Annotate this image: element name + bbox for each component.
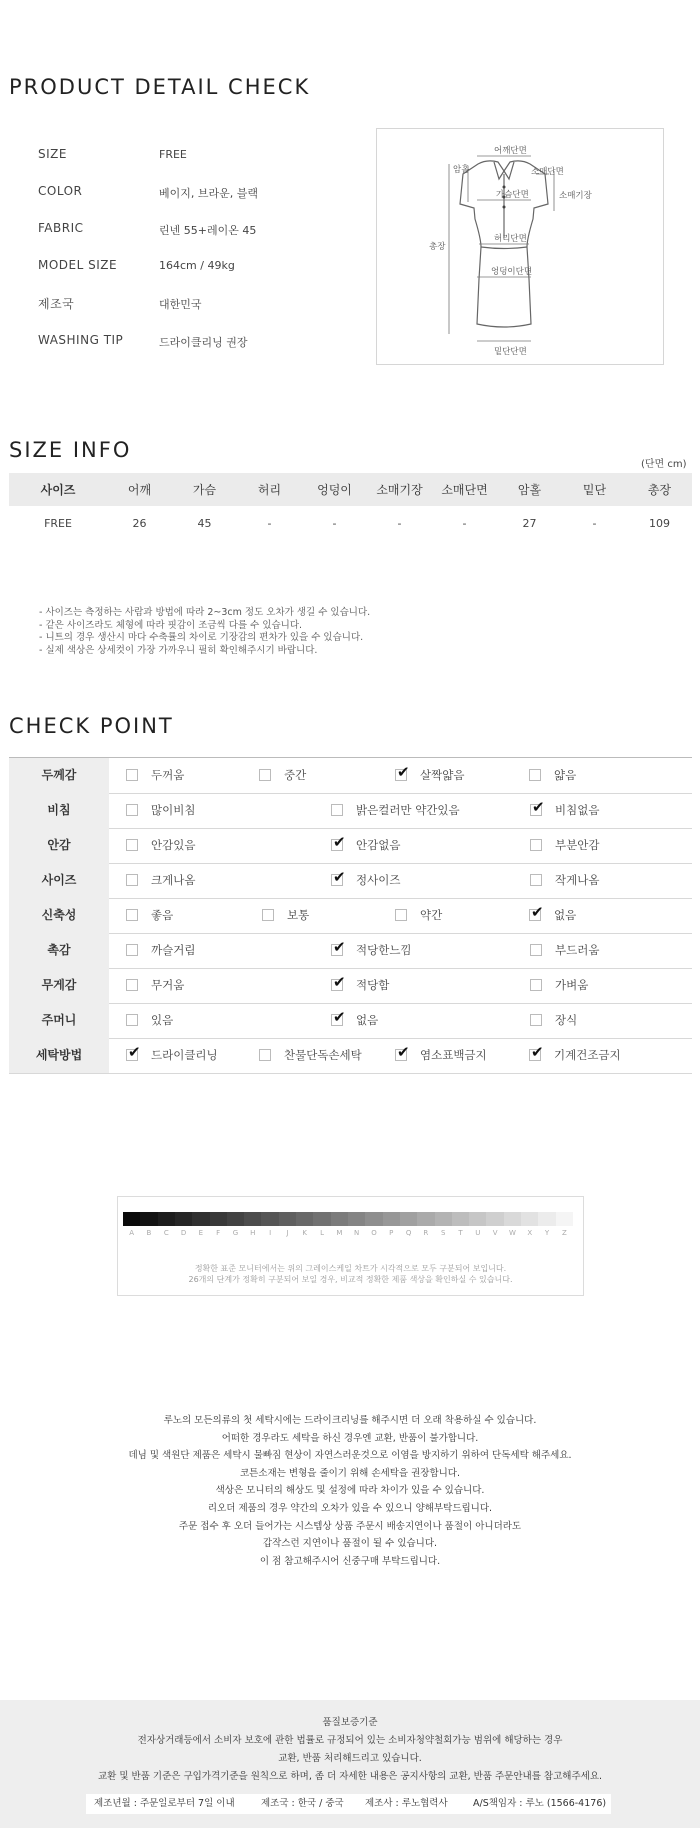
check-option-label: 안감있음 bbox=[151, 838, 196, 852]
grayscale-letter: I bbox=[269, 1229, 272, 1237]
grayscale-bar bbox=[123, 1212, 573, 1226]
check-row bbox=[9, 863, 692, 899]
footer-info-item: 제조국 : 한국 / 중국 bbox=[261, 1798, 344, 1809]
check-option-label: 무거움 bbox=[151, 978, 185, 992]
checkmark-icon: ✔ bbox=[128, 1043, 141, 1061]
spec-label: FABRIC bbox=[38, 221, 84, 235]
dress-illustration bbox=[377, 129, 663, 364]
label-sleeve-width: 소매단면 bbox=[531, 167, 564, 177]
check-option-label: 부분안감 bbox=[555, 838, 600, 852]
grayscale-letter: X bbox=[527, 1229, 533, 1237]
check-option-label: 살짝얇음 bbox=[420, 768, 465, 782]
checkbox[interactable] bbox=[126, 769, 138, 781]
note-line: - 실제 색상은 상세컷이 가장 가까우니 필히 확인해주시기 바랍니다. bbox=[39, 644, 318, 656]
footer-info-item: A/S책임자 : 루노 (1566-4176) bbox=[473, 1798, 607, 1809]
grayscale-step bbox=[417, 1212, 435, 1226]
check-option-label: 정사이즈 bbox=[356, 873, 401, 887]
label-armhole: 암홀 bbox=[453, 165, 470, 175]
grayscale-letter: U bbox=[475, 1229, 481, 1237]
checkbox[interactable] bbox=[126, 1014, 138, 1026]
col-header: 허리 bbox=[237, 473, 302, 506]
check-option-label: 적당함 bbox=[356, 978, 390, 992]
grayscale-letter: W bbox=[508, 1229, 516, 1237]
check-option-label: 찬물단독손세탁 bbox=[284, 1048, 362, 1062]
check-option-label: 크게나옴 bbox=[151, 873, 196, 887]
grayscale-step bbox=[538, 1212, 556, 1226]
spec-label: WASHING TIP bbox=[38, 333, 124, 347]
grayscale-step bbox=[435, 1212, 453, 1226]
grayscale-letter: J bbox=[286, 1229, 289, 1237]
checkbox[interactable] bbox=[530, 944, 542, 956]
size-notes bbox=[39, 607, 370, 657]
table-cell: - bbox=[397, 516, 402, 530]
check-option-label: 안감없음 bbox=[356, 838, 401, 852]
checkmark-icon: ✔ bbox=[397, 763, 410, 781]
check-option-label: 장식 bbox=[555, 1013, 578, 1027]
check-option-label: 중간 bbox=[284, 768, 307, 782]
checkbox[interactable] bbox=[395, 1043, 410, 1061]
footer-line: 교환 및 반품 기준은 구입가격기준을 원칙으로 하며, 좀 더 자세한 내용은 공지사항의 교환, 반품 주문안내를 참고해주세요. bbox=[97, 1771, 603, 1782]
size-info-title: SIZE INFO bbox=[9, 438, 132, 462]
checkbox[interactable] bbox=[530, 874, 542, 886]
grayscale-step bbox=[504, 1212, 522, 1226]
grayscale-letter: N bbox=[354, 1229, 360, 1237]
check-option-label: 작게나옴 bbox=[555, 873, 600, 887]
table-cell: 45 bbox=[197, 516, 212, 530]
checkbox[interactable] bbox=[126, 944, 138, 956]
table-cell: - bbox=[592, 516, 597, 530]
check-option-label: 부드러움 bbox=[555, 943, 600, 957]
note-line: - 니트의 경우 생산시 마다 수축률의 차이로 기장감의 편차가 있을 수 있습니다. bbox=[39, 632, 364, 643]
label-waist: 허리단면 bbox=[494, 234, 527, 244]
checkbox[interactable] bbox=[259, 1049, 271, 1061]
table-cell: 27 bbox=[522, 516, 537, 530]
grayscale-letter: H bbox=[250, 1229, 256, 1237]
check-row-label: 안감 bbox=[9, 828, 109, 863]
col-header: 어깨 bbox=[107, 473, 172, 506]
grayscale-step bbox=[192, 1212, 210, 1226]
grayscale-letter: L bbox=[320, 1229, 324, 1237]
check-option-label: 두꺼움 bbox=[151, 768, 185, 782]
check-option-label: 적당한느낌 bbox=[356, 943, 412, 957]
grayscale-step bbox=[279, 1212, 297, 1226]
check-row bbox=[9, 1003, 692, 1039]
checkbox[interactable] bbox=[530, 979, 542, 991]
grayscale-step bbox=[486, 1212, 504, 1226]
check-row bbox=[9, 758, 692, 794]
grayscale-step bbox=[348, 1212, 366, 1226]
detail-title: PRODUCT DETAIL CHECK bbox=[9, 75, 311, 99]
grayscale-step bbox=[261, 1212, 279, 1226]
grayscale-letter: R bbox=[423, 1229, 429, 1237]
grayscale-letter: M bbox=[336, 1229, 343, 1237]
footer-info-item: 제조사 : 루노협력사 bbox=[365, 1798, 448, 1809]
care-line: 코튼소재는 변형을 줄이기 위해 손세탁을 권장합니다. bbox=[239, 1467, 460, 1479]
check-point-title: CHECK POINT bbox=[9, 714, 174, 738]
col-header: 소매기장 bbox=[367, 473, 432, 506]
grayscale-step bbox=[469, 1212, 487, 1226]
note-line: - 사이즈는 측정하는 사람과 방법에 따라 2~3cm 정도 오차가 생길 수 있습니다. bbox=[39, 607, 371, 618]
checkmark-icon: ✔ bbox=[397, 1043, 410, 1061]
spec-label: SIZE bbox=[38, 147, 67, 161]
check-option-label: 없음 bbox=[356, 1013, 379, 1027]
checkbox[interactable] bbox=[259, 769, 271, 781]
check-row bbox=[9, 828, 692, 864]
grayscale-step bbox=[521, 1212, 539, 1226]
care-line: 리오더 제품의 경우 약간의 오차가 있을 수 있으니 양해부탁드립니다. bbox=[207, 1502, 493, 1514]
grayscale-letter: K bbox=[302, 1229, 307, 1237]
size-table-header bbox=[9, 473, 692, 506]
grayscale-note-line: 정확한 표준 모니터에서는 위의 그레이스케일 차트가 시각적으로 모두 구분되어 보입니다. bbox=[194, 1264, 507, 1273]
checkbox[interactable] bbox=[126, 1043, 141, 1061]
label-chest: 가슴단면 bbox=[496, 190, 529, 200]
grayscale-letter: G bbox=[232, 1229, 239, 1237]
col-header: 사이즈 bbox=[9, 473, 107, 506]
grayscale-step bbox=[158, 1212, 176, 1226]
check-option-label: 약간 bbox=[420, 908, 443, 922]
col-header: 총장 bbox=[627, 473, 692, 506]
table-cell: 26 bbox=[132, 516, 147, 530]
check-row bbox=[9, 793, 692, 829]
checkmark-icon: ✔ bbox=[531, 903, 544, 921]
label-total: 총장 bbox=[429, 242, 446, 252]
grayscale-step bbox=[123, 1212, 141, 1226]
footer-info-item: 제조년월 : 주문일로부터 7일 이내 bbox=[94, 1798, 235, 1809]
grayscale-step bbox=[313, 1212, 331, 1226]
table-cell: - bbox=[462, 516, 467, 530]
checkbox[interactable] bbox=[331, 804, 343, 816]
check-option-label: 염소표백금지 bbox=[420, 1048, 487, 1062]
grayscale-letter: Z bbox=[561, 1229, 567, 1237]
footer-title: 품질보증기준 bbox=[322, 1717, 378, 1728]
care-line: 어떠한 경우라도 세탁을 하신 경우엔 교환, 반품이 불가합니다. bbox=[221, 1432, 479, 1444]
check-row-label: 세탁방법 bbox=[9, 1038, 109, 1073]
grayscale-note bbox=[118, 1263, 583, 1285]
check-option-label: 드라이클리닝 bbox=[151, 1048, 218, 1062]
check-row-label: 주머니 bbox=[9, 1003, 109, 1038]
grayscale-step bbox=[210, 1212, 228, 1226]
grayscale-letter: V bbox=[492, 1229, 498, 1237]
spec-value: 164cm / 49kg bbox=[159, 259, 235, 272]
table-cell: - bbox=[332, 516, 337, 530]
checkbox[interactable] bbox=[529, 769, 541, 781]
col-header: 엉덩이 bbox=[302, 473, 367, 506]
check-row-label: 신축성 bbox=[9, 898, 109, 933]
grayscale-letter: O bbox=[371, 1229, 377, 1237]
grayscale-step bbox=[331, 1212, 349, 1226]
check-option-label: 비침없음 bbox=[555, 803, 600, 817]
care-notice bbox=[0, 1412, 700, 1570]
grayscale-letter: F bbox=[216, 1229, 221, 1237]
spec-value: 대한민국 bbox=[159, 298, 202, 311]
care-line: 갑작스런 지연이나 품절이 될 수 있습니다. bbox=[262, 1538, 438, 1550]
footer-line: 교환, 반품 처리해드리고 있습니다. bbox=[278, 1753, 422, 1764]
spec-value: 베이지, 브라운, 블랙 bbox=[159, 187, 258, 200]
grayscale-step bbox=[365, 1212, 383, 1226]
grayscale-chart bbox=[117, 1196, 584, 1296]
check-option-label: 얇음 bbox=[554, 768, 577, 782]
check-row-label: 촉감 bbox=[9, 933, 109, 968]
note-line: - 같은 사이즈라도 체형에 따라 핏감이 조금씩 다를 수 있습니다. bbox=[39, 619, 303, 631]
spec-value: FREE bbox=[159, 148, 187, 161]
table-row bbox=[9, 506, 692, 540]
check-option-label: 좋음 bbox=[151, 908, 174, 922]
check-option-label: 까슬거림 bbox=[151, 943, 196, 957]
checkbox[interactable] bbox=[126, 979, 138, 991]
check-option-label: 있음 bbox=[151, 1013, 174, 1027]
col-header: 소매단면 bbox=[432, 473, 497, 506]
grayscale-step bbox=[296, 1212, 314, 1226]
check-row bbox=[9, 968, 692, 1004]
check-row-label: 비침 bbox=[9, 793, 109, 828]
checkbox[interactable] bbox=[530, 839, 542, 851]
checkbox[interactable] bbox=[331, 1008, 346, 1026]
checkmark-icon: ✔ bbox=[333, 973, 346, 991]
checkbox[interactable] bbox=[530, 1014, 542, 1026]
care-line: 이 점 참고해주시어 신중구매 부탁드립니다. bbox=[259, 1555, 441, 1567]
check-option-label: 없음 bbox=[554, 908, 577, 922]
check-row-label: 무게감 bbox=[9, 968, 109, 1003]
spec-label: COLOR bbox=[38, 184, 83, 198]
label-sleeve-length: 소매기장 bbox=[559, 191, 592, 201]
col-header: 가슴 bbox=[172, 473, 237, 506]
care-line: 색상은 모니터의 해상도 및 설정에 따라 차이가 있을 수 있습니다. bbox=[215, 1485, 485, 1497]
check-row-label: 사이즈 bbox=[9, 863, 109, 898]
label-shoulder: 어깨단면 bbox=[494, 146, 527, 156]
checkmark-icon: ✔ bbox=[532, 798, 545, 816]
grayscale-step bbox=[175, 1212, 193, 1226]
care-line: 데님 및 색원단 제품은 세탁시 물빠짐 현상이 자연스러운것으로 이염을 방지하기 위하여 단독세탁 해주세요. bbox=[128, 1450, 572, 1462]
grayscale-letter: P bbox=[389, 1229, 394, 1237]
checkbox[interactable] bbox=[395, 909, 407, 921]
check-row-label: 두께감 bbox=[9, 758, 109, 793]
check-option-label: 보통 bbox=[287, 908, 310, 922]
grayscale-step bbox=[400, 1212, 418, 1226]
quality-guarantee bbox=[0, 1700, 700, 1828]
checkmark-icon: ✔ bbox=[531, 1043, 544, 1061]
checkbox[interactable] bbox=[331, 973, 346, 991]
grayscale-letter: Y bbox=[544, 1229, 550, 1237]
checkbox[interactable] bbox=[395, 763, 410, 781]
care-line: 주문 접수 후 오더 들어가는 시스템상 상품 주문시 배송지연이나 품절이 아니더라도 bbox=[178, 1520, 522, 1532]
checkmark-icon: ✔ bbox=[333, 833, 346, 851]
spec-value: 드라이클리닝 권장 bbox=[159, 336, 248, 349]
checkbox[interactable] bbox=[126, 804, 138, 816]
col-header: 밑단 bbox=[562, 473, 627, 506]
checkbox[interactable] bbox=[126, 874, 138, 886]
check-option-label: 가벼움 bbox=[555, 978, 589, 992]
spec-value: 린넨 55+레이온 45 bbox=[159, 224, 257, 237]
footer-info-bar bbox=[86, 1794, 611, 1814]
grayscale-note-line: 26개의 단계가 정확히 구분되어 보일 경우, 비교적 정확한 제품 색상을 확인하실 수 있습니다. bbox=[188, 1275, 513, 1284]
col-header: 암홀 bbox=[497, 473, 562, 506]
care-line: 루노의 모든의류의 첫 세탁시에는 드라이크리닝를 해주시면 더 오래 착용하실 수 있습니다. bbox=[163, 1415, 537, 1426]
grayscale-letter: D bbox=[180, 1229, 187, 1237]
grayscale-step bbox=[383, 1212, 401, 1226]
check-row bbox=[9, 898, 692, 934]
checkbox[interactable] bbox=[529, 903, 544, 921]
checkbox[interactable] bbox=[331, 833, 346, 851]
unit-label: (단면 cm) bbox=[641, 459, 687, 470]
check-option-label: 많이비침 bbox=[151, 803, 196, 817]
table-cell: 109 bbox=[649, 516, 670, 530]
checkmark-icon: ✔ bbox=[333, 1008, 346, 1026]
checkmark-icon: ✔ bbox=[333, 938, 346, 956]
spec-label: 제조국 bbox=[38, 297, 75, 311]
table-cell: - bbox=[267, 516, 272, 530]
grayscale-step bbox=[227, 1212, 245, 1226]
check-option-label: 기계건조금지 bbox=[554, 1048, 621, 1062]
grayscale-step bbox=[140, 1212, 158, 1226]
check-row bbox=[9, 1038, 692, 1074]
size-table bbox=[9, 473, 692, 540]
grayscale-letter: A bbox=[129, 1229, 135, 1237]
checkbox[interactable] bbox=[530, 798, 545, 816]
checkbox[interactable] bbox=[262, 909, 274, 921]
spec-label: MODEL SIZE bbox=[38, 258, 118, 272]
table-cell: FREE bbox=[44, 516, 72, 530]
grayscale-letters bbox=[123, 1229, 573, 1239]
checkbox[interactable] bbox=[126, 909, 138, 921]
checkmark-icon: ✔ bbox=[333, 868, 346, 886]
grayscale-letter: E bbox=[198, 1229, 204, 1237]
measurement-diagram bbox=[376, 128, 664, 365]
grayscale-letter: B bbox=[146, 1229, 152, 1237]
checkbox[interactable] bbox=[126, 839, 138, 851]
checkbox[interactable] bbox=[529, 1043, 544, 1061]
label-hip: 엉덩이단면 bbox=[491, 267, 533, 277]
grayscale-step bbox=[556, 1212, 574, 1226]
check-option-label: 밝은컬러만 약간있음 bbox=[356, 803, 460, 817]
checkbox[interactable] bbox=[331, 868, 346, 886]
checkbox[interactable] bbox=[331, 938, 346, 956]
grayscale-step bbox=[452, 1212, 470, 1226]
grayscale-letter: C bbox=[163, 1229, 169, 1237]
footer-line: 전자상거래등에서 소비자 보호에 관한 법률로 규정되어 있는 소비자청약철회가능 범위에 해당하는 경우 bbox=[137, 1735, 563, 1746]
grayscale-letter: Q bbox=[405, 1229, 412, 1237]
label-hem: 밑단단면 bbox=[494, 347, 527, 357]
grayscale-letter: T bbox=[458, 1229, 463, 1237]
grayscale-step bbox=[244, 1212, 262, 1226]
grayscale-letter: S bbox=[440, 1229, 446, 1237]
check-row bbox=[9, 933, 692, 969]
